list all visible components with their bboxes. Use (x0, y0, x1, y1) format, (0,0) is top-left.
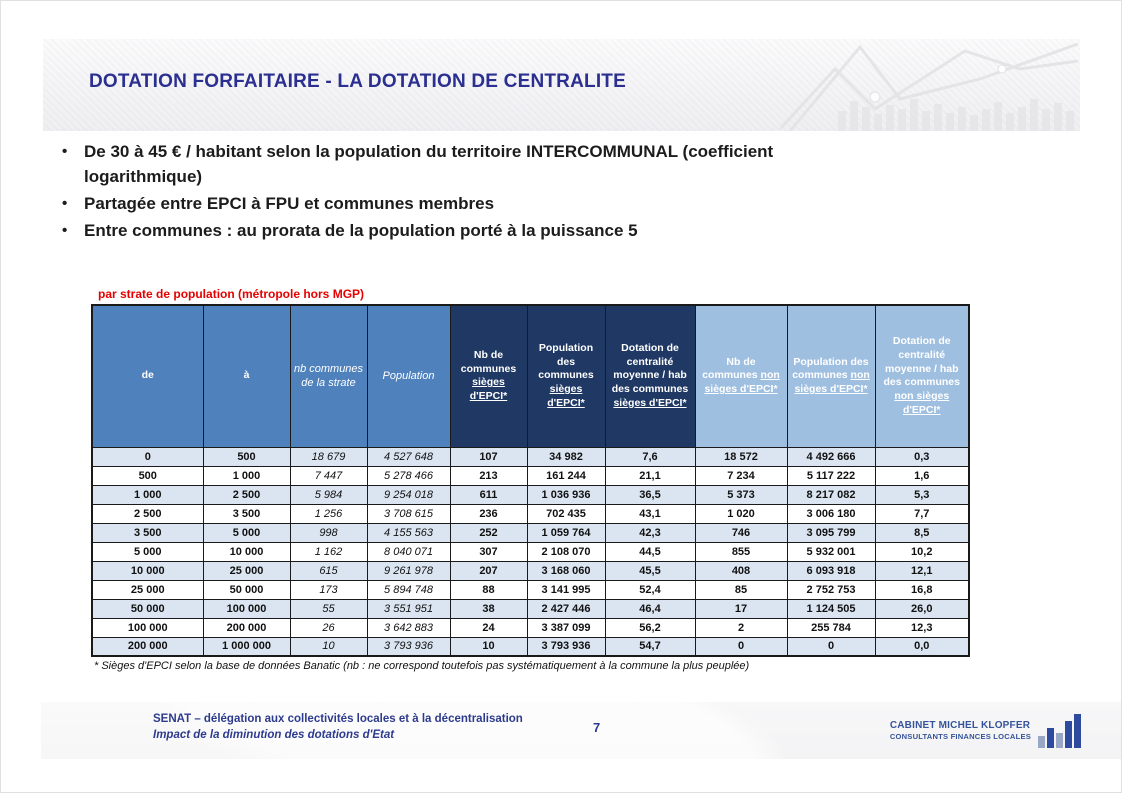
table-cell: 3 387 099 (527, 618, 605, 637)
column-header: Dotation de centralité moyenne / hab des communes non sièges d'EPCI* (875, 305, 969, 447)
table-cell: 1 020 (695, 504, 787, 523)
table-cell: 42,3 (605, 523, 695, 542)
bullet-marker: • (62, 143, 68, 160)
table-cell: 8,5 (875, 523, 969, 542)
table-cell: 50 000 (92, 599, 203, 618)
table-cell: 3 551 951 (367, 599, 450, 618)
table-cell: 88 (450, 580, 527, 599)
column-header: de (92, 305, 203, 447)
table-row (92, 637, 969, 656)
table-cell: 10 (290, 637, 367, 656)
table-cell: 6 093 918 (787, 561, 875, 580)
table-cell: 998 (290, 523, 367, 542)
table-cell: 3 793 936 (367, 637, 450, 656)
table-cell: 5 894 748 (367, 580, 450, 599)
column-header: Population des communes non sièges d'EPCI* (787, 305, 875, 447)
page-number: 7 (593, 720, 601, 735)
table-cell: 200 000 (92, 637, 203, 656)
title-banner (43, 39, 1080, 131)
table-row (92, 580, 969, 599)
table-cell: 10 000 (92, 561, 203, 580)
decorative-chart-graphic (780, 39, 1080, 131)
table-cell: 12,1 (875, 561, 969, 580)
table-row (92, 447, 969, 466)
table-cell: 0 (787, 637, 875, 656)
table-cell: 408 (695, 561, 787, 580)
table-cell: 7,7 (875, 504, 969, 523)
table-cell: 21,1 (605, 466, 695, 485)
bullet-marker: • (62, 222, 68, 239)
table-section (91, 287, 1091, 672)
table-cell: 56,2 (605, 618, 695, 637)
logo-text (890, 720, 1031, 742)
table-cell: 50 000 (203, 580, 290, 599)
table-cell: 1,6 (875, 466, 969, 485)
table-cell: 3 500 (92, 523, 203, 542)
population-strata-table (91, 304, 970, 657)
table-cell: 1 124 505 (787, 599, 875, 618)
table-cell: 9 261 978 (367, 561, 450, 580)
table-cell: 18 679 (290, 447, 367, 466)
table-cell: 3 642 883 (367, 618, 450, 637)
table-cell: 0,3 (875, 447, 969, 466)
table-cell: 1 000 (203, 466, 290, 485)
table-cell: 10 000 (203, 542, 290, 561)
table-cell: 36,5 (605, 485, 695, 504)
table-header-row (92, 305, 969, 447)
bullet-item (58, 191, 828, 216)
table-row (92, 523, 969, 542)
bullet-item (58, 139, 828, 189)
logo-line1: CABINET MICHEL KLOPFER (889, 720, 1031, 731)
table-cell: 5 932 001 (787, 542, 875, 561)
footer-band (41, 702, 1121, 759)
table-cell: 7 234 (695, 466, 787, 485)
table-cell: 3 095 799 (787, 523, 875, 542)
table-cell: 2 427 446 (527, 599, 605, 618)
table-cell: 500 (203, 447, 290, 466)
table-cell: 2 500 (92, 504, 203, 523)
table-cell: 5 984 (290, 485, 367, 504)
table-cell: 615 (290, 561, 367, 580)
table-cell: 2 108 070 (527, 542, 605, 561)
table-row (92, 561, 969, 580)
table-cell: 107 (450, 447, 527, 466)
table-cell: 7 447 (290, 466, 367, 485)
table-cell: 18 572 (695, 447, 787, 466)
column-header: nb communes de la strate (290, 305, 367, 447)
table-cell: 38 (450, 599, 527, 618)
column-header: Nb de communes sièges d'EPCI* (450, 305, 527, 447)
logo-line2: CONSULTANTS FINANCES LOCALES (889, 732, 1031, 741)
column-header: à (203, 305, 290, 447)
table-cell: 1 059 764 (527, 523, 605, 542)
table-row (92, 542, 969, 561)
bullet-item (58, 218, 828, 243)
column-header: Population (367, 305, 450, 447)
column-header: Nb de communes non sièges d'EPCI* (695, 305, 787, 447)
table-cell: 3 500 (203, 504, 290, 523)
bullet-text: Partagée entre EPCI à FPU et communes membres (84, 194, 495, 213)
footer-line2: Impact de la diminution des dotations d'Etat (153, 729, 395, 741)
table-cell: 252 (450, 523, 527, 542)
table-cell: 1 036 936 (527, 485, 605, 504)
table-cell: 500 (92, 466, 203, 485)
bullet-list (58, 139, 828, 245)
table-cell: 85 (695, 580, 787, 599)
table-cell: 1 000 (92, 485, 203, 504)
table-cell: 12,3 (875, 618, 969, 637)
table-cell: 0 (92, 447, 203, 466)
table-cell: 0 (695, 637, 787, 656)
table-row (92, 504, 969, 523)
table-caption: par strate de population (métropole hors MGP) (98, 287, 365, 301)
table-cell: 26 (290, 618, 367, 637)
table-cell: 1 256 (290, 504, 367, 523)
table-cell: 8 040 071 (367, 542, 450, 561)
table-cell: 746 (695, 523, 787, 542)
table-cell: 5 000 (203, 523, 290, 542)
table-cell: 16,8 (875, 580, 969, 599)
table-cell: 200 000 (203, 618, 290, 637)
table-cell: 10 (450, 637, 527, 656)
column-header: Population des communes sièges d'EPCI* (527, 305, 605, 447)
table-cell: 4 155 563 (367, 523, 450, 542)
table-cell: 7,6 (605, 447, 695, 466)
table-cell: 5 373 (695, 485, 787, 504)
table-cell: 1 162 (290, 542, 367, 561)
footer-credits (153, 711, 523, 743)
table-cell: 702 435 (527, 504, 605, 523)
table-cell: 43,1 (605, 504, 695, 523)
table-cell: 52,4 (605, 580, 695, 599)
table-cell: 17 (695, 599, 787, 618)
table-cell: 5,3 (875, 485, 969, 504)
table-cell: 5 117 222 (787, 466, 875, 485)
table-cell: 2 (695, 618, 787, 637)
table-cell: 2 500 (203, 485, 290, 504)
table-cell: 2 752 753 (787, 580, 875, 599)
table-cell: 100 000 (203, 599, 290, 618)
table-cell: 5 000 (92, 542, 203, 561)
table-cell: 173 (290, 580, 367, 599)
table-row (92, 466, 969, 485)
table-cell: 307 (450, 542, 527, 561)
table-cell: 213 (450, 466, 527, 485)
table-cell: 4 492 666 (787, 447, 875, 466)
table-cell: 100 000 (92, 618, 203, 637)
cabinet-logo (890, 714, 1081, 748)
table-row (92, 599, 969, 618)
table-cell: 5 278 466 (367, 466, 450, 485)
bullet-text: Entre communes : au prorata de la population porté à la puissance 5 (84, 221, 638, 240)
footer-line1: SENAT – délégation aux collectivités locales et à la décentralisation (153, 713, 523, 725)
bar-chart-logo-icon (1038, 714, 1081, 748)
table-cell: 54,7 (605, 637, 695, 656)
table-cell: 3 168 060 (527, 561, 605, 580)
table-cell: 34 982 (527, 447, 605, 466)
table-cell: 611 (450, 485, 527, 504)
bullet-marker: • (62, 195, 68, 212)
table-cell: 45,5 (605, 561, 695, 580)
table-cell: 236 (450, 504, 527, 523)
table-cell: 24 (450, 618, 527, 637)
table-cell: 25 000 (92, 580, 203, 599)
table-cell: 3 141 995 (527, 580, 605, 599)
table-cell: 0,0 (875, 637, 969, 656)
table-cell: 46,4 (605, 599, 695, 618)
column-header: Dotation de centralité moyenne / hab des communes sièges d'EPCI* (605, 305, 695, 447)
table-cell: 207 (450, 561, 527, 580)
table-row (92, 618, 969, 637)
table-row (92, 485, 969, 504)
table-cell: 4 527 648 (367, 447, 450, 466)
table-cell: 161 244 (527, 466, 605, 485)
table-cell: 8 217 082 (787, 485, 875, 504)
table-cell: 44,5 (605, 542, 695, 561)
table-cell: 3 708 615 (367, 504, 450, 523)
table-cell: 3 006 180 (787, 504, 875, 523)
table-cell: 10,2 (875, 542, 969, 561)
slide-title: DOTATION FORFAITAIRE - LA DOTATION DE CENTRALITE (89, 71, 626, 92)
table-cell: 25 000 (203, 561, 290, 580)
table-cell: 26,0 (875, 599, 969, 618)
table-cell: 855 (695, 542, 787, 561)
table-cell: 255 784 (787, 618, 875, 637)
table-cell: 9 254 018 (367, 485, 450, 504)
table-cell: 55 (290, 599, 367, 618)
table-footnote: * Sièges d'EPCI selon la base de données Banatic (nb : ne correspond toutefois pas systématiquement à la commune la plus peuplée) (94, 660, 750, 672)
bullet-text: De 30 à 45 € / habitant selon la population du territoire INTERCOMMUNAL (coefficient logarithmique) (84, 142, 774, 186)
table-cell: 1 000 000 (203, 637, 290, 656)
table-cell: 3 793 936 (527, 637, 605, 656)
